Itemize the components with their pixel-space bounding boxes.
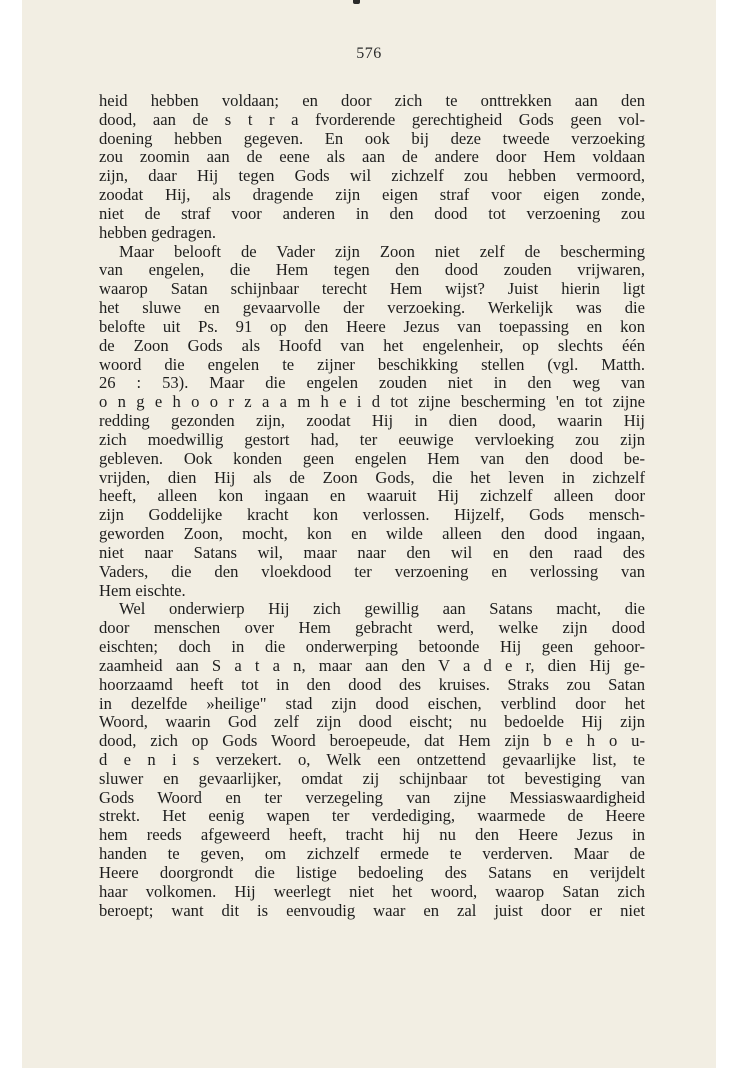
text-line: Wel onderwierp Hij zich gewillig aan Satans macht, die (119, 599, 645, 619)
text-line: d e n i s verzekert. o, Welk een ontzettend gevaarlijke list, te (99, 749, 645, 769)
text-line: Woord, waarin God zelf zijn dood eischt; nu bedoelde Hij zijn (99, 712, 645, 732)
text-line: dood, zich op Gods Woord beroepeude, dat Hem zijn b e h o u- (99, 731, 645, 751)
text-line: in dezelfde »heilige" stad zijn dood eischen, verblind door het (99, 693, 645, 713)
text-line: zoodat Hij, als dragende zijn eigen straf voor eigen zonde, (99, 185, 645, 205)
text-line: heeft, alleen kon ingaan en waaruit Hij zichzelf alleen door (99, 486, 645, 506)
text-line: niet naar Satans wil, maar naar den wil en den raad des (99, 542, 645, 562)
text-line: sluwer en gevaarlijker, omdat zij schijnbaar tot bevestiging van (99, 768, 645, 788)
text-line: waarop Satan schijnbaar terecht Hem wijst? Juist hierin ligt (99, 279, 645, 299)
text-line: o n g e h o o r z a a m h e i d tot zijne bescherming 'en tot zijne (99, 392, 645, 412)
text-line: geworden Zoon, mocht, kon en wilde alleen den dood ingaan, (99, 524, 645, 544)
text-line: hoorzaamd heeft tot in den dood des kruises. Straks zou Satan (99, 674, 645, 694)
text-line: haar volkomen. Hij weerlegt niet het woord, waarop Satan zich (99, 881, 645, 901)
text-line: eischten; doch in die onderwerping betoonde Hij geen gehoor- (99, 637, 645, 657)
text-line: Gods Woord en ter verzegeling van zijne Messiaswaardigheid (99, 787, 645, 807)
text-line: niet de straf voor anderen in den dood tot verzoening zou (99, 203, 645, 223)
text-line: Maar belooft de Vader zijn Zoon niet zelf de bescherming (119, 241, 645, 261)
binding-mark (353, 0, 360, 4)
text-line: belofte uit Ps. 91 op den Heere Jezus van toepassing en kon (99, 316, 645, 336)
text-line: gebleven. Ook konden geen engelen Hem van den dood be- (99, 448, 645, 468)
text-line: zich moedwillig gestort had, ter eeuwige vervloeking zou zijn (99, 429, 645, 449)
text-line: beroept; want dit is eenvoudig waar en zal juist door er niet (99, 900, 645, 920)
text-line: heid hebben voldaan; en door zich te onttrekken aan den (99, 91, 645, 110)
text-line: hem reeds afgeweerd heeft, tracht hij nu den Heere Jezus in (99, 825, 645, 845)
text-line: hebben gedragen. (99, 222, 217, 242)
text-line: zijn, daar Hij tegen Gods wil zichzelf zou hebben vermoord, (99, 166, 645, 186)
text-line: zou zoomin aan de eene als aan de andere door Hem voldaan (99, 147, 645, 167)
text-line: door menschen over Hem gebracht werd, welke zijn dood (99, 618, 645, 638)
text-line: van engelen, die Hem tegen den dood zouden vrijwaren, (99, 260, 645, 280)
text-line: de Zoon Gods als Hoofd van het engelenheir, op slechts één (99, 335, 645, 355)
text-line: vrijden, dien Hij als de Zoon Gods, die het leven in zichzelf (99, 467, 645, 487)
text-line: redding gezonden zijn, zoodat Hij in dien dood, waarin Hij (99, 411, 645, 431)
text-line: zijn Goddelijke kracht kon verlossen. Hijzelf, Gods mensch- (99, 505, 645, 525)
text-line: woord die engelen te zijner beschikking stellen (vgl. Matth. (99, 354, 645, 374)
body-text (99, 92, 645, 920)
text-line: Hem eischte. (99, 580, 186, 600)
text-line: dood, aan de s t r a fvorderende gerechtigheid Gods geen vol- (99, 109, 645, 129)
text-line: Heere doorgrondt die listige bedoeling des Satans en verijdelt (99, 862, 645, 882)
text-line: 26 : 53). Maar die engelen zouden niet in den weg van (99, 373, 645, 393)
text-line: handen te geven, om zichzelf ermede te verderven. Maar de (99, 844, 645, 864)
page-number: 576 (356, 45, 382, 62)
text-line: doening hebben gegeven. En ook bij deze tweede verzoeking (99, 128, 645, 148)
text-line: het sluwe en gevaarvolle der verzoeking. Werkelijk was die (99, 298, 645, 318)
text-line: Vaders, die den vloekdood ter verzoening en verlossing van (99, 561, 645, 581)
text-line: zaamheid aan S a t a n, maar aan den V a d e r, dien Hij ge- (99, 655, 645, 675)
text-line: strekt. Het eenig wapen ter verdediging, waarmede de Heere (99, 806, 645, 826)
